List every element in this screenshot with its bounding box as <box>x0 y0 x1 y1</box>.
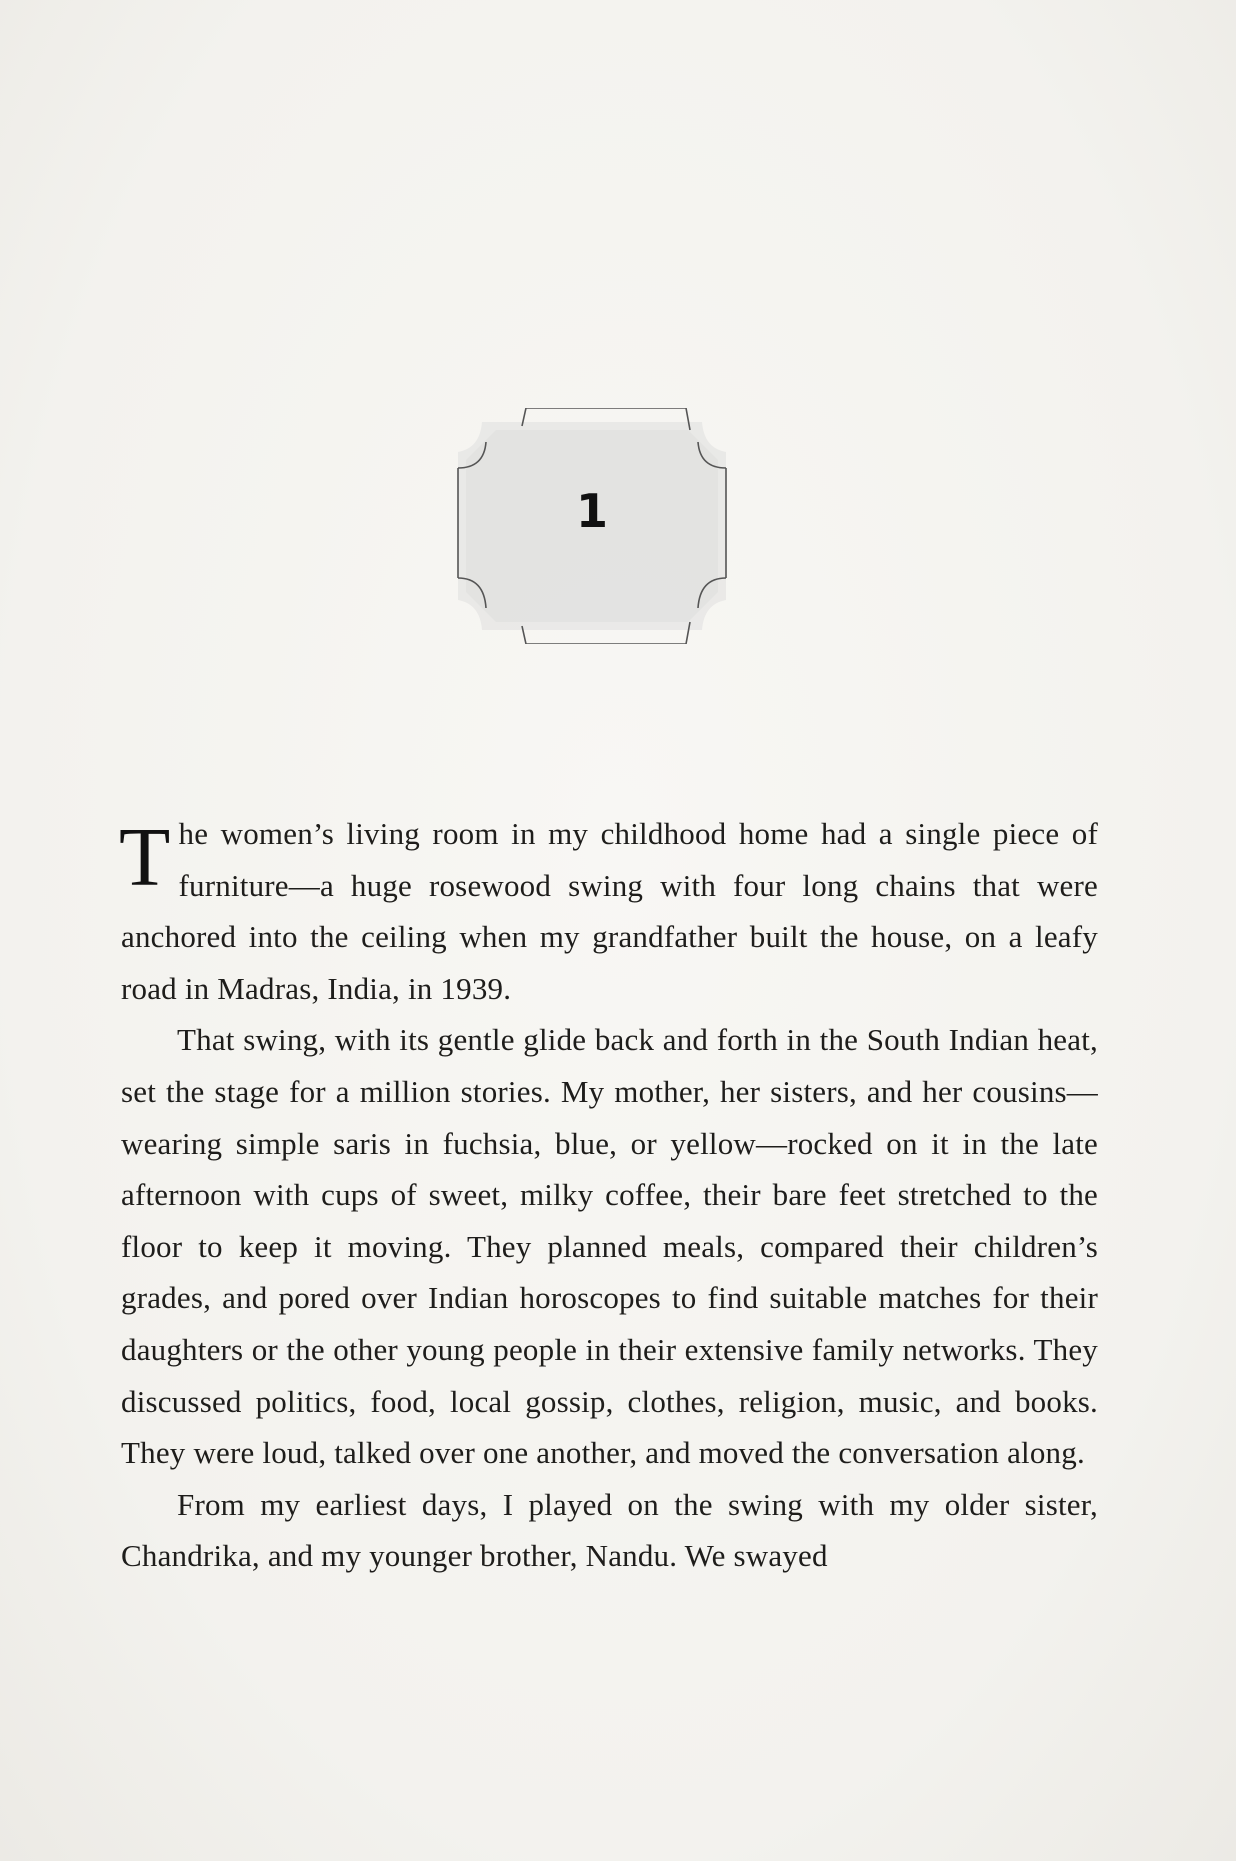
paragraph-3: From my earliest days, I played on the swing with my older sister, Chandrika, and my younger brother, Nandu. We swayed <box>121 1486 1098 1574</box>
paragraph-1-text: he women’s living room in my childhood home had a single piece of furniture—a huge rosewood swing with four long chains that were anchored into the ceiling when my grandfather built the house, on a leafy road in Madras, India, in 1939. <box>121 816 1098 1006</box>
chapter-number: 1 <box>575 484 608 538</box>
drop-cap: T <box>119 811 171 904</box>
paragraph-1 <box>121 808 1098 1014</box>
paragraph-2: That swing, with its gentle glide back and forth in the South Indian heat, set the stage for a million stories. My mother, her sisters, and her cousins—wearing simple saris in fuchsia, blue, or yellow—rocked on it in the late afternoon with cups of sweet, milky coffee, their bare feet stretched to the floor to keep it moving. They planned meals, compared their children’s grades, and pored over Indian horoscopes to find suitable matches for their daughters or the other young people in their extensive family networks. They discussed politics, food, local gossip, clothes, religion, music, and books. They were loud, talked over one another, and moved the conversation along. <box>121 1022 1098 1471</box>
chapter-text <box>121 808 1098 1582</box>
